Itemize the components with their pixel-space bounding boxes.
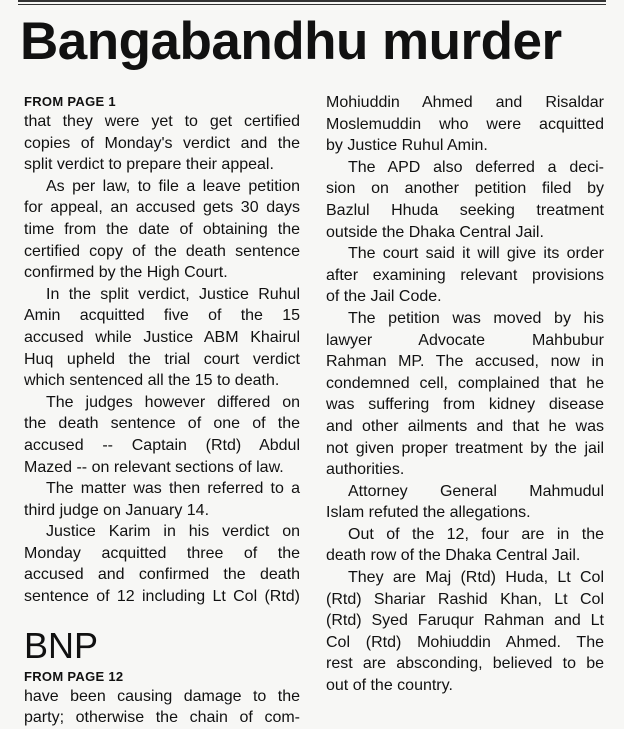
text-line: not given proper treatment by the jail xyxy=(326,439,604,457)
text-line: Huq upheld the trial court verdict xyxy=(24,350,300,368)
bnp-body xyxy=(24,686,300,729)
article-headline: Bangabandhu murder xyxy=(20,12,562,71)
right-column xyxy=(326,92,604,697)
text-line: lawyer Advocate Mahbubur xyxy=(326,331,604,349)
text-line: death row of the Dhaka Central Jail. xyxy=(326,547,581,565)
text-line: The petition was moved by his xyxy=(348,309,604,327)
text-line: (Rtd) Shariar Rashid Khan, Lt Col xyxy=(326,590,604,608)
text-line: accused while Justice ABM Khairul xyxy=(24,328,300,346)
text-line: The matter was then referred to a xyxy=(46,480,300,498)
text-line: sion on another petition filed by xyxy=(326,180,604,198)
bnp-headline: BNP xyxy=(24,624,99,666)
text-line: by Justice Ruhul Amin. xyxy=(326,137,488,155)
text-line: The APD also deferred a deci- xyxy=(348,158,604,176)
text-line: The judges however differed on xyxy=(46,393,300,411)
text-line: Rahman MP. The accused, now in xyxy=(326,353,604,371)
text-line: rest are absconding, believed to be xyxy=(326,655,604,673)
from-page-kicker: FROM PAGE 1 xyxy=(24,94,116,109)
text-line: for appeal, an accused gets 30 days xyxy=(24,199,300,217)
text-line: copies of Monday's verdict and the xyxy=(24,134,300,152)
text-line: third judge on January 14. xyxy=(24,501,210,519)
text-line: sentence of 12 including Lt Col (Rtd) xyxy=(24,588,300,606)
text-line: condemned cell, complained that he xyxy=(326,374,604,392)
text-line: authorities. xyxy=(326,461,405,479)
text-line: split verdict to prepare their appeal. xyxy=(24,156,274,174)
top-rule xyxy=(18,0,606,2)
text-line: Mazed -- on relevant sections of law. xyxy=(24,458,284,476)
text-line: after examining relevant provisions xyxy=(326,266,604,284)
text-line: In the split verdict, Justice Ruhul xyxy=(46,285,300,303)
text-line: of the Jail Code. xyxy=(326,288,442,306)
text-line: have been causing damage to the xyxy=(24,687,300,705)
text-line: was suffering from kidney disease xyxy=(326,396,604,414)
text-line: out of the country. xyxy=(326,677,453,695)
text-line: time from the date of obtaining the xyxy=(24,220,300,238)
text-line: accused -- Captain (Rtd) Abdul xyxy=(24,436,300,454)
bnp-from-page-kicker: FROM PAGE 12 xyxy=(24,668,124,684)
text-line: Monday acquitted three of the xyxy=(24,544,300,562)
text-line: Moslemuddin who were acquitted xyxy=(326,115,604,133)
text-line: and other ailments and that he was xyxy=(326,417,604,435)
text-line: Out of the 12, four are in the xyxy=(348,525,604,543)
text-line: which sentenced all the 15 to death. xyxy=(24,372,280,390)
text-line: certified copy of the death sentence xyxy=(24,242,300,260)
text-line: (Rtd) Syed Faruqur Rahman and Lt xyxy=(326,612,604,630)
top-rule-thin xyxy=(18,4,606,5)
text-line: Bazlul Hhuda seeking treatment xyxy=(326,201,604,219)
text-line: outside the Dhaka Central Jail. xyxy=(326,223,544,241)
left-column xyxy=(24,92,300,729)
text-line: Attorney General Mahmudul xyxy=(348,482,604,500)
text-line: Islam refuted the allegations. xyxy=(326,504,531,522)
text-line: that they were yet to get certified xyxy=(24,113,300,130)
text-line: Amin acquitted five of the 15 xyxy=(24,307,300,325)
text-line: accused and confirmed the death xyxy=(24,566,300,584)
left-column-body xyxy=(24,111,300,608)
text-line: Justice Karim in his verdict on xyxy=(46,523,300,541)
text-line: They are Maj (Rtd) Huda, Lt Col xyxy=(348,569,604,587)
text-line: The court said it will give its order xyxy=(348,245,604,263)
right-column-body xyxy=(326,92,604,697)
text-line: party; otherwise the chain of com- xyxy=(24,709,300,727)
text-line: As per law, to file a leave petition xyxy=(46,177,300,195)
text-line: Col (Rtd) Mohiuddin Ahmed. The xyxy=(326,633,604,651)
text-line: confirmed by the High Court. xyxy=(24,264,228,282)
text-line: Mohiuddin Ahmed and Risaldar xyxy=(326,94,604,111)
text-line: the death sentence of one of the xyxy=(24,415,300,433)
